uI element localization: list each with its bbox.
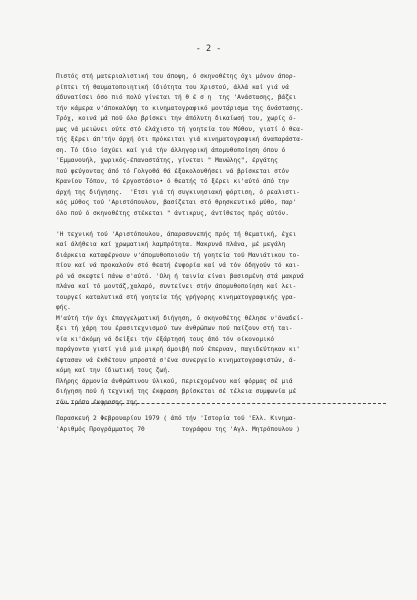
text-line: 'Εμμανουήλ, χωρικός-έπαναστάτης, γίνεται " Μανώλης", έργάτης [56, 157, 278, 164]
text-line: πλάνα καί τό μοντάζ,χαλαρό, συντείνει στήν άπομυθοποίηση καί λει- [56, 283, 297, 290]
text-line: έφτασαν νά έκθέτουν μπροστά σ'ένα συνεργείο κινηματογραφιστών, ά- [56, 356, 297, 364]
text-line: άδυνατίσει όσο πιό πολύ γίνεται τή θ έ σ η της 'Ανάστασης, βάζει [56, 94, 297, 101]
text-line: πίου καί νά προκαλούν στό θεατή έυφορία καί νά τόν όδηγούν τό και- [56, 262, 301, 269]
text-line: ξει τή χάρη του έρασιτεχνισμού των άνθρώπων πού παίζουν στή ται- [56, 325, 293, 332]
text-line: κόμη καί την ίδιωτική τους ζωή. [56, 367, 171, 374]
text-line: τήν κάμερα ν'άποκαλύψη το κινηματογραφικό μοντάρισμα της άνάστασης. [56, 104, 304, 112]
text-line: Τρόχ, κοινά μά πού όλο βρίσκει την άπόλυτη δικαίωσή του, χωρίς ό- [56, 115, 297, 122]
text-line: κός μύθος τού 'Αριστόπουλου, βασίζεται στό θρησκευτικό μύθο, παρ' [56, 199, 297, 206]
text-line: καί άλήθεια καί χρωματική λαμπρότητα. Μακρυνά πλάνα, μέ μεγάλη [56, 241, 286, 248]
footer-line: 'Αριθμός Προγράμματος 70 τογράφου της 'Αγλ. Μητρόπουλου ) [56, 425, 301, 433]
text-line: τής ξέρει άπ'τήν άρχή ότι πρόκειται γιά κινηματογραφική άναπαράστα- [56, 136, 304, 143]
program-footer [56, 414, 396, 435]
footer-line: Παρασκευή 2 Φεβρουαρίου 1979 ( άπό τήν 'Ιστορία τού 'Ελλ. Κινημα- [56, 415, 297, 422]
text-line: Πιστός στή ματεριαλιστική του άποψη, ό σκηνοθέτης όχι μόνον άπορ- [56, 73, 297, 80]
text-line: ρίπτει τή θαυματοποιητική ίδιότητα του Χριστού, άλλά καί γιά νά [56, 83, 289, 91]
text-line: φής. [56, 304, 71, 311]
text-line: Πλήρης άρμονία άνθρώπινου ύλικού, περιεχομένου καί φόρμας σέ μιά [56, 377, 293, 385]
text-line: ρό νά σκεφτεί πάνω σ'αύτό. 'Ολη ή ταινία είναι βασισμένη στά μακρυά [56, 272, 304, 280]
text-line: όλο πού ό σκηνοθέτης στέκεται " άντικρυς, άντίθετος πρός αύτόν. [56, 209, 289, 217]
separator-rule [56, 403, 386, 404]
text-line: Κρανίου Τόπον, τό έργοστάσιο• ό θεατής τό ξέρει κι'αύτό άπό την [56, 178, 289, 185]
article-body [56, 72, 396, 408]
text-line: διάρκεια καταφέρνουν ν'άπομυθοποιούν τή γοητεία τού Μανιάτικου το- [56, 251, 301, 259]
text-line: Μ'αύτή τήν όχι έπαγγελματική διήγηση, ό σκηνοθέτης θέλησε ν'άναδεί- [56, 314, 304, 322]
text-line: άρχή της διήγησης. 'Ετσι γιά τή συγκινησιακή φόρτιση, ό ρεαλιστι- [56, 188, 301, 196]
text-line: 'Η τεχνική τού 'Αριστόπουλου, άπαρασυνεπής πρός τή θεματική, έχει [56, 230, 297, 238]
text-line: τουργεί καταλυτικά στή γοητεία τής γρήγορης κινηματογραφικής γρα- [56, 293, 297, 301]
text-line: πού φεύγοντας άπό τό Γολγοθά θά έξακολουθήσει νά βρίσκεται στόν [56, 167, 289, 175]
text-line: μως νά μειώνει ούτε στό έλάχιστο τή γοητεία του Μύθου, γιατί ό θεα- [56, 125, 304, 133]
page-number: - 2 - [195, 44, 222, 54]
text-line [56, 219, 396, 230]
text-line: τόν τρόπο έκφρασης της. [56, 398, 142, 406]
text-line: διήγηση πού ή τεχνική της έκφραση βρίσκεται σέ τέλεια συμφωνία μέ [56, 388, 297, 395]
text-line: ση. Τό ίδιο ίσχύει καί γιά τήν άλληγορική άπομυθοποίηση όπου ό [56, 146, 286, 154]
text-line: νία κι'άκόμη νά δείξει τήν έξάρτησή τους άπό τόν οίκονομικό [56, 335, 275, 343]
text-line: παράγοντα γιατί γιά μιά μικρή άμοιβή πού έπερναν, παγιδεύτηκαν κι' [56, 346, 301, 353]
